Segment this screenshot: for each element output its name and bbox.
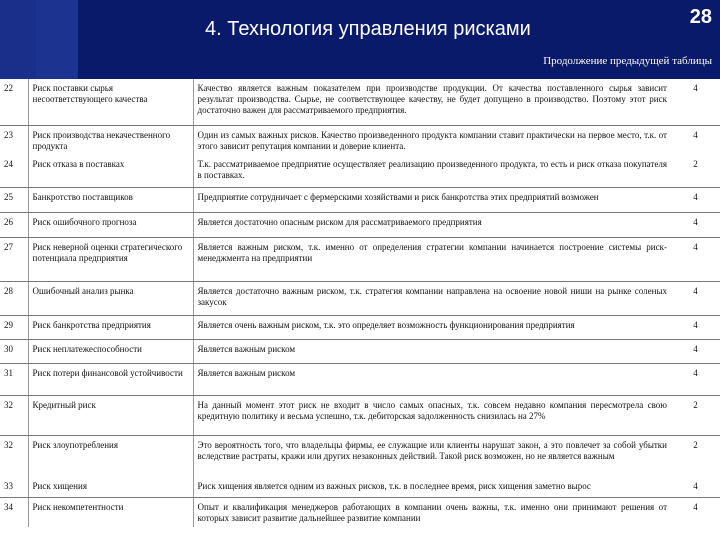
risk-description: Т.к. рассматриваемое предприятие осуществляет реализацию произведенного продукта, то есть и риск отказа покупателя в поставках. xyxy=(193,155,671,187)
table-row xyxy=(0,395,720,435)
risk-name: Кредитный риск xyxy=(28,395,193,435)
risk-score: 4 xyxy=(671,237,720,281)
table-row xyxy=(0,155,720,187)
table-row xyxy=(0,79,720,125)
table-continuation-note: Продолжение предыдущей таблицы xyxy=(543,55,712,67)
row-number: 34 xyxy=(4,501,13,512)
table-row xyxy=(0,315,720,339)
row-number: 24 xyxy=(0,155,28,187)
page-number: 28 xyxy=(689,6,712,28)
risk-description: Является важным риском xyxy=(193,363,671,395)
risk-description: Является важным риском xyxy=(193,339,671,363)
row-number: 22 xyxy=(0,79,28,125)
risk-name: Риск банкротства предприятия xyxy=(28,315,193,339)
slide-title: 4. Технология управления рисками xyxy=(205,18,531,40)
risk-name: Риск хищения xyxy=(28,477,193,497)
risk-score: 2 xyxy=(671,155,720,187)
risk-description: Предприятие сотрудничает с фермерскими хозяйствами и риск банкротства этих предприятий возможен xyxy=(193,187,671,212)
table-row xyxy=(0,477,720,497)
risk-description: Риск хищения является одним из важных рисков, т.к. в последнее время, риск хищения заметно вырос xyxy=(193,477,671,497)
table-row xyxy=(0,212,720,237)
risk-name: Риск неплатежеспособности xyxy=(28,339,193,363)
risk-table xyxy=(0,79,720,527)
risk-description: Качество является важным показателем при производстве продукции. От качества поставленного сырья зависит результат производства. Сырье, не соответствующее качеству, не будет допущено в производство. Поэтому этот риск достаточно важен для рассматриваемого предприятия. xyxy=(193,79,671,125)
table-row xyxy=(0,497,720,527)
risk-name: Риск ошибочного прогноза xyxy=(28,212,193,237)
row-number: 28 xyxy=(0,281,28,315)
risk-name: Ошибочный анализ рынка xyxy=(28,281,193,315)
row-number: 29 xyxy=(0,315,28,339)
risk-name: Риск злоупотребления xyxy=(28,435,193,477)
header-stripe xyxy=(0,0,36,79)
risk-score: 4 xyxy=(693,129,698,140)
row-number: 32 xyxy=(0,395,28,435)
risk-description: Это вероятность того, что владельцы фирмы, ее служащие или клиенты нарушат закон, а это повлечет за собой убытки вследствие растраты, кражи или других незаконных действий. Такой риск возможен, но не является важным xyxy=(193,435,671,477)
risk-score: 4 xyxy=(671,281,720,315)
slide-header xyxy=(0,0,720,79)
risk-score: 4 xyxy=(671,79,720,125)
row-number: 31 xyxy=(0,363,28,395)
table-row xyxy=(0,125,720,155)
row-number: 23 xyxy=(4,129,13,140)
risk-description: Один из самых важных рисков. Качество произведенного продукта компании ставит практически на первое место, т.к. от этого зависит репутация компании и доверие клиента. xyxy=(193,125,671,155)
risk-description: Является достаточно опасным риском для рассматриваемого предприятия xyxy=(193,212,671,237)
risk-description: На данный момент этот риск не входит в число самых опасных, т.к. совсем недавно компания пересмотрела свою кредитную политику и весьма успешно, т.к. дебиторская задолженность снизилась на 27% xyxy=(193,395,671,435)
risk-description: Опыт и квалификация менеджеров работающих в компании очень важны, т.к. именно они принимают решения от которых зависит развитие дальнейшее развитие компании xyxy=(193,497,671,527)
row-number: 33 xyxy=(0,477,28,497)
row-number: 32 xyxy=(4,439,13,450)
risk-score: 4 xyxy=(693,501,698,512)
risk-score: 4 xyxy=(671,477,720,497)
table-row xyxy=(0,435,720,477)
risk-score: 4 xyxy=(671,212,720,237)
risk-score: 2 xyxy=(671,395,720,435)
risk-name: Риск потери финансовой устойчивости xyxy=(28,363,193,395)
risk-name: Риск неверной оценки стратегического потенциала предприятия xyxy=(28,237,193,281)
table-row xyxy=(0,363,720,395)
risk-name: Банкротство поставщиков xyxy=(28,187,193,212)
row-number: 27 xyxy=(0,237,28,281)
risk-score: 4 xyxy=(671,187,720,212)
row-number: 26 xyxy=(0,212,28,237)
row-number: 30 xyxy=(0,339,28,363)
risk-name: Риск поставки сырья несоответствующего качества xyxy=(28,79,193,125)
table-row xyxy=(0,339,720,363)
row-number: 25 xyxy=(0,187,28,212)
risk-score: 4 xyxy=(671,339,720,363)
risk-description: Является важным риском, т.к. именно от определения стратегии компании начинается построение системы риск-менеджмента на предприятии xyxy=(193,237,671,281)
risk-description: Является достаточно важным риском, т.к. стратегия компании направлена на освоение новой ниши на рынке соленых закусок xyxy=(193,281,671,315)
header-stripe xyxy=(36,0,78,79)
risk-table-area xyxy=(0,79,720,540)
risk-score: 4 xyxy=(671,315,720,339)
risk-score: 4 xyxy=(671,363,720,395)
table-row xyxy=(0,237,720,281)
risk-name: Риск отказа в поставках xyxy=(28,155,193,187)
risk-name: Риск производства некачественного продукта xyxy=(28,125,193,155)
table-row xyxy=(0,281,720,315)
risk-score: 2 xyxy=(693,439,698,450)
table-row xyxy=(0,187,720,212)
risk-name: Риск некомпетентности xyxy=(28,497,193,527)
risk-description: Является очень важным риском, т.к. это определяет возможность функционирования предприятия xyxy=(193,315,671,339)
